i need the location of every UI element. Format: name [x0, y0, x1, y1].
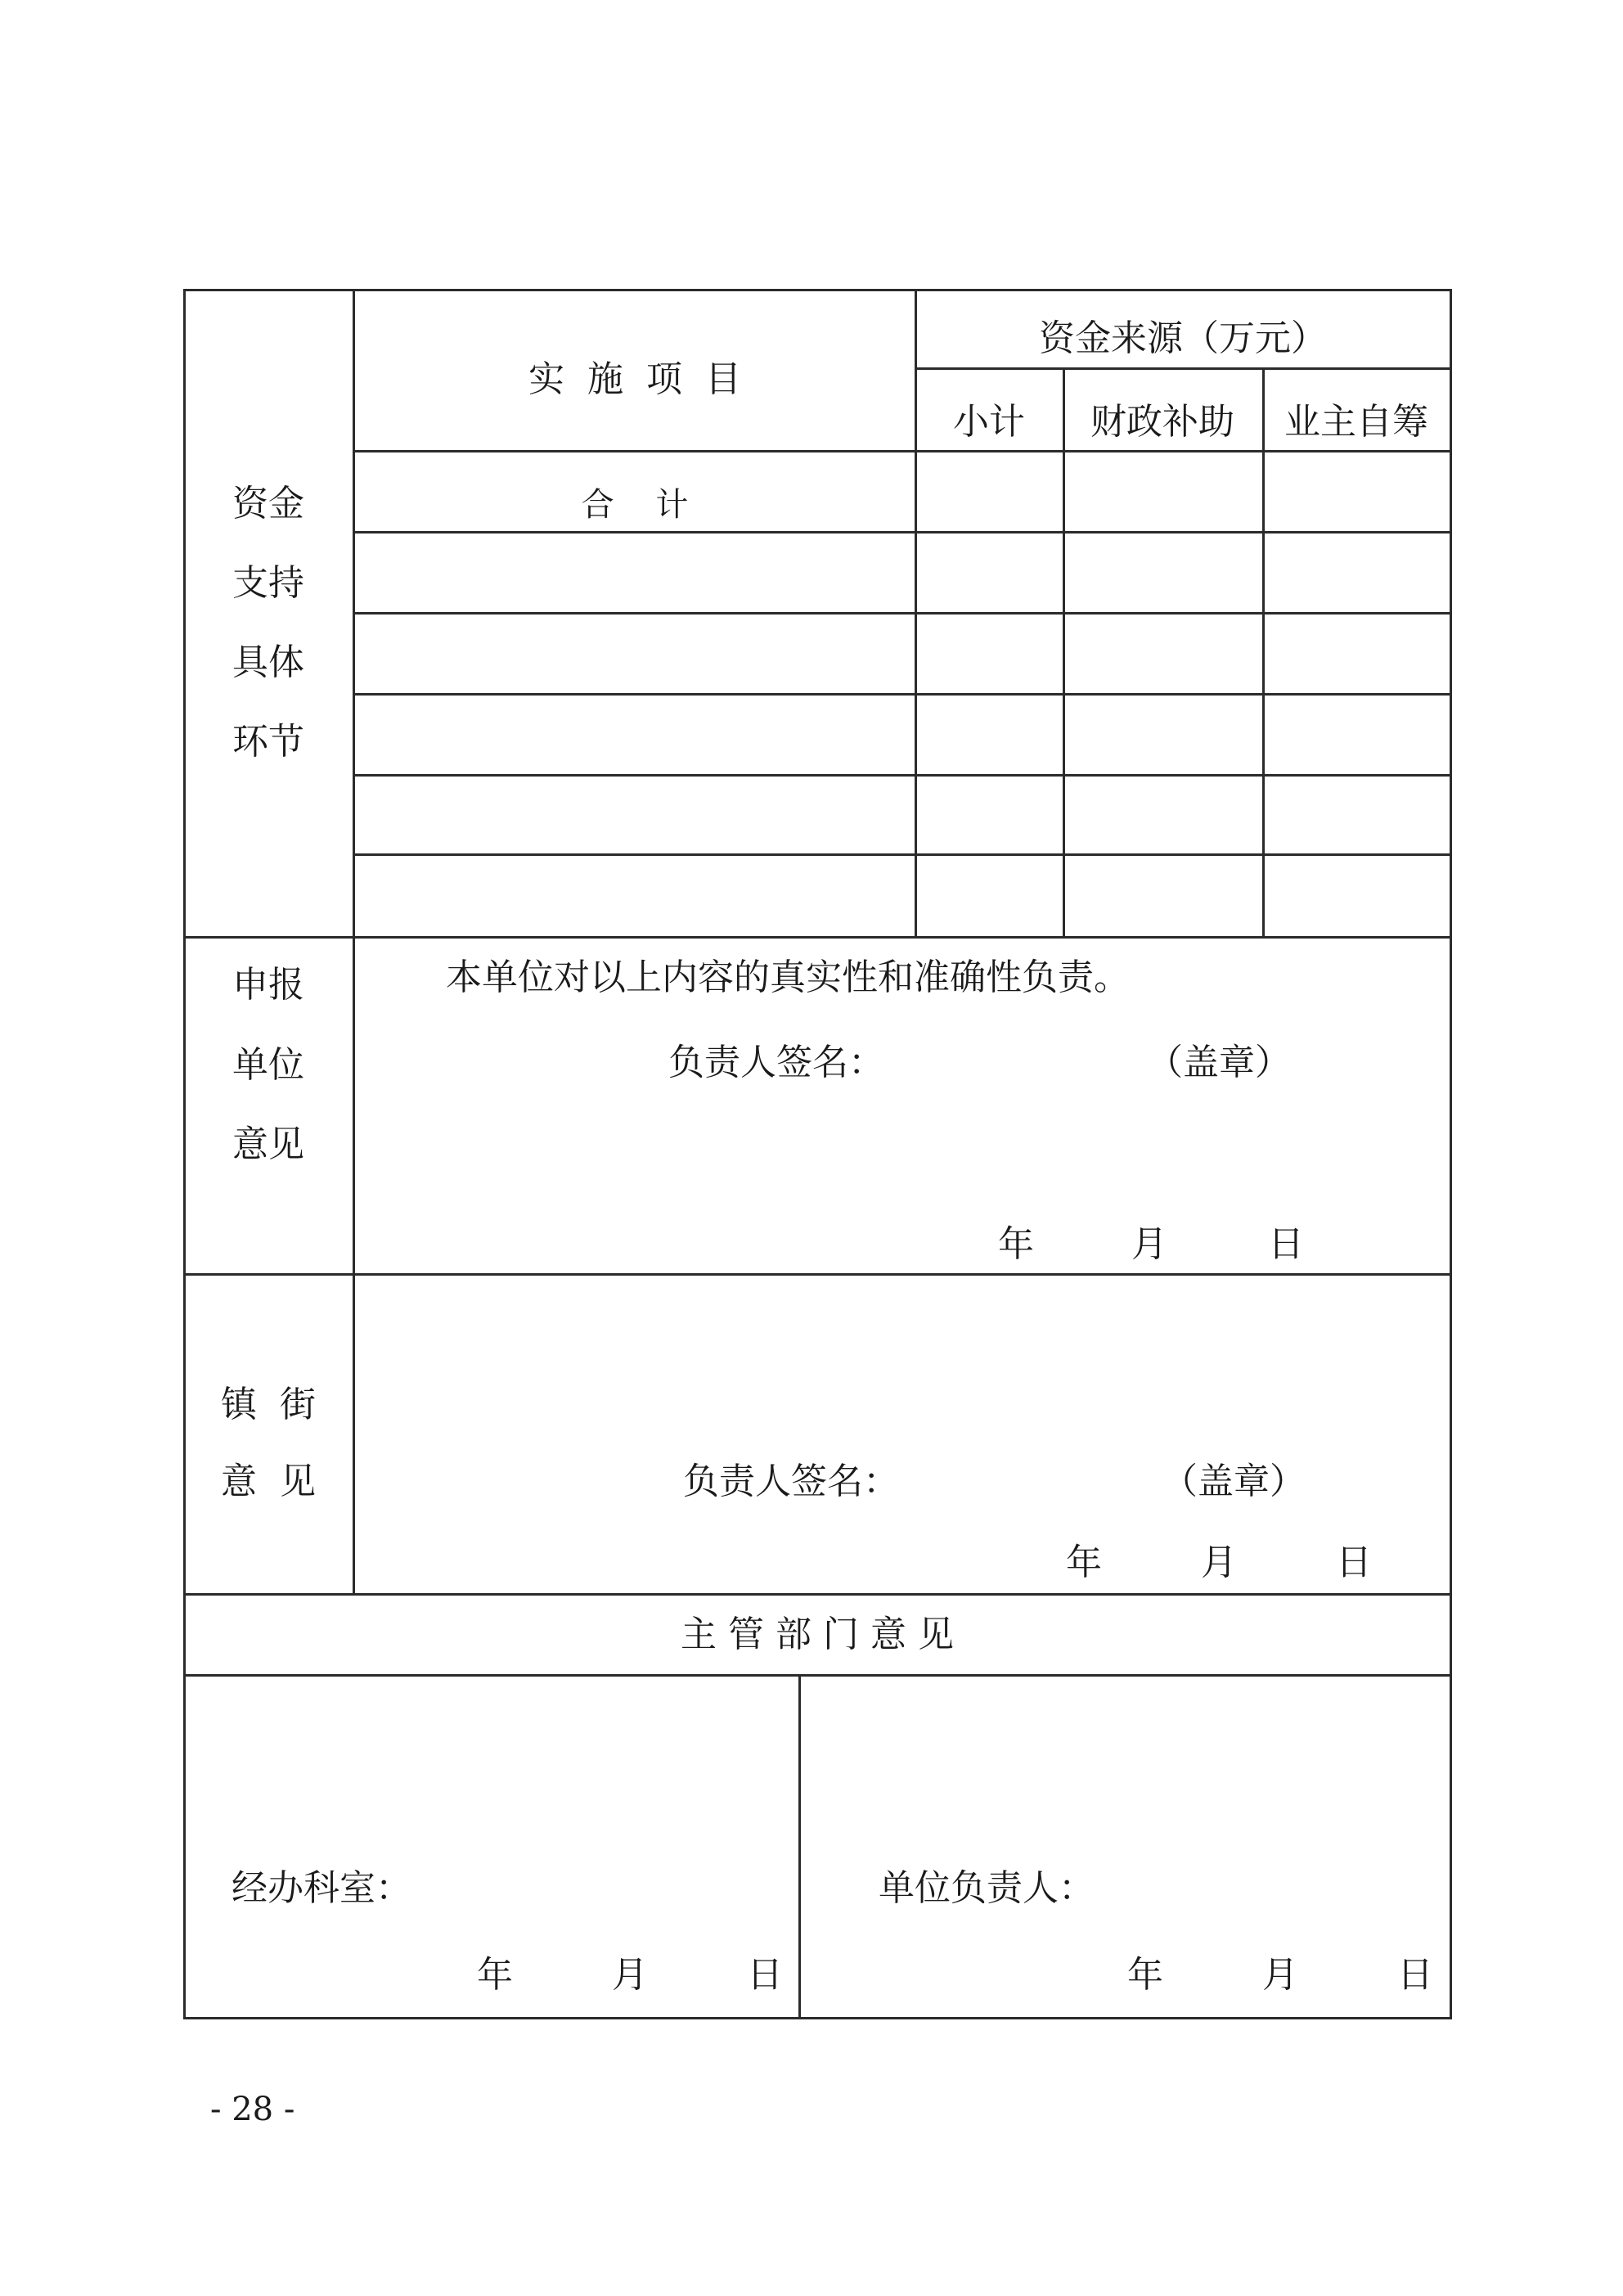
divider-row: [353, 531, 1451, 533]
town-date-month: 月: [1201, 1542, 1237, 1583]
column-header-self-raised: 业主自筹: [1284, 401, 1428, 443]
unit-head-date-month: 月: [1262, 1954, 1298, 1996]
table-border-left: [183, 289, 186, 2019]
handling-date-year: 年: [477, 1954, 513, 1996]
applicant-date-month: 月: [1131, 1223, 1167, 1265]
applicant-side-label-line: 意见: [232, 1123, 304, 1165]
divider-section-applicant: [184, 936, 1452, 939]
funding-side-label-line: 支持: [232, 562, 304, 604]
column-header-subtotal: 小计: [953, 401, 1025, 443]
authority-title: 主 管 部 门 意 见: [681, 1614, 954, 1655]
town-side-label-line: 镇 街: [221, 1384, 316, 1425]
divider-row: [353, 450, 1451, 452]
funding-side-label-line: 资金: [232, 483, 304, 524]
source-header: 资金来源（万元）: [1039, 317, 1327, 359]
divider-row: [353, 693, 1451, 696]
unit-head-label: 单位负责人：: [879, 1867, 1095, 1909]
divider-col-subtotal: [1063, 368, 1065, 937]
applicant-statement: 本单位对以上内容的真实性和准确性负责。: [446, 957, 1130, 998]
table-border-right: [1450, 289, 1452, 2019]
handling-date-day: 日: [747, 1954, 783, 1996]
town-side-label-line: 意 见: [221, 1461, 316, 1502]
town-date-year: 年: [1066, 1542, 1102, 1583]
funding-side-label-line: 具体: [232, 642, 304, 683]
divider-label-col: [353, 289, 355, 1594]
unit-head-date-day: 日: [1397, 1954, 1433, 1996]
divider-section-authority: [184, 1593, 1452, 1596]
applicant-side-label-line: 单位: [232, 1044, 304, 1086]
divider-row: [353, 612, 1451, 615]
page-number: - 28 -: [210, 2091, 295, 2128]
town-signature-label: 负责人签名：: [683, 1461, 899, 1502]
applicant-side-label-line: 申报: [232, 964, 304, 1006]
applicant-seal-label: （盖章）: [1147, 1042, 1291, 1083]
funding-side-label-line: 环节: [232, 721, 304, 763]
table-border-bottom: [184, 2017, 1452, 2019]
item-header: 实 施 项 目: [528, 358, 741, 400]
divider-authority-split: [798, 1675, 801, 2019]
total-row-label: 合 计: [581, 486, 689, 524]
divider-source-header: [915, 367, 1451, 370]
handling-date-month: 月: [612, 1954, 648, 1996]
unit-head-date-year: 年: [1127, 1954, 1163, 1996]
town-seal-label: （盖章）: [1162, 1461, 1306, 1502]
column-header-fiscal-subsidy: 财政补助: [1090, 401, 1234, 443]
divider-authority-title: [184, 1674, 1452, 1677]
divider-row: [353, 774, 1451, 777]
divider-row: [353, 853, 1451, 856]
handling-office-label: 经办科室：: [232, 1867, 411, 1909]
applicant-date-day: 日: [1268, 1223, 1304, 1265]
divider-col-fiscal: [1262, 368, 1265, 937]
applicant-signature-label: 负责人签名：: [668, 1042, 884, 1083]
table-border-top: [184, 289, 1452, 291]
town-date-day: 日: [1336, 1542, 1372, 1583]
applicant-date-year: 年: [998, 1223, 1034, 1265]
divider-section-town: [184, 1273, 1452, 1276]
